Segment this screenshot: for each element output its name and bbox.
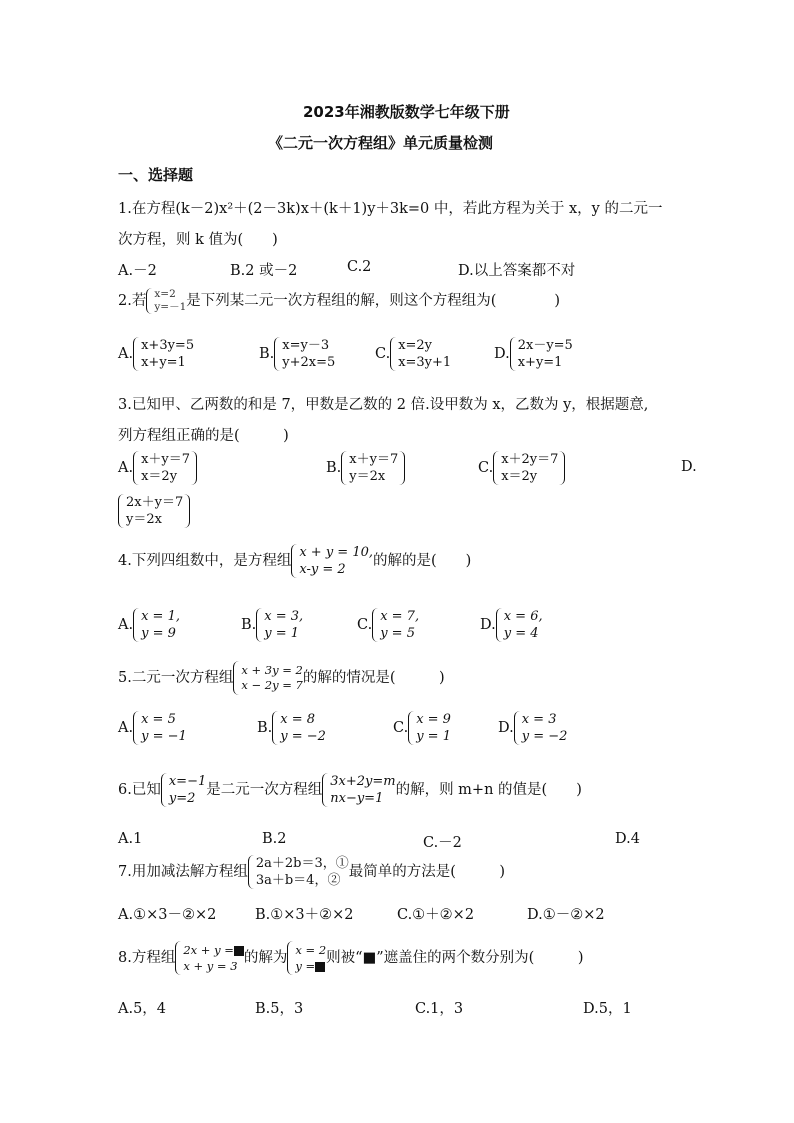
q4-option-c: C. x = 7, y = 5	[357, 609, 420, 641]
section-heading: 一、选择题	[118, 166, 194, 184]
question-8: 8.方程组 2x + y = x + y = 3 的解为 x = 2 y = 则被“■”遮盖住的两个数分别为( )	[118, 943, 584, 973]
q6-option-a: A.1	[118, 831, 143, 847]
q6-option-c: C.－2	[423, 835, 462, 851]
covered-square-icon	[234, 946, 244, 956]
q5-option-c: C. x = 9 y = 1	[393, 712, 451, 744]
question-3-text: 3.已知甲、乙两数的和是 7，甲数是乙数的 2 倍.设甲数为 x，乙数为 y，根据题意,	[118, 397, 649, 413]
question-3-text-cont: 列方程组正确的是( )	[118, 428, 289, 444]
question-1-text: 1.在方程(k－2)x²＋(2－3k)x＋(k＋1)y＋3k=0 中，若此方程为关于 x，y 的二元一	[118, 201, 663, 217]
covered-square-icon	[315, 962, 325, 972]
q5-option-a: A. x = 5 y = −1	[118, 712, 187, 744]
question-2	[118, 288, 560, 314]
q1-option-a: A.－2	[118, 263, 157, 279]
question-5: 5.二元一次方程组 x + 3y = 2 x − 2y = 7 的解的情况是( )	[118, 661, 445, 695]
q5-option-d: D. x = 3 y = −2	[498, 712, 568, 744]
q4-option-d: D. x = 6, y = 4	[480, 609, 543, 641]
q6-option-b: B.2	[262, 831, 287, 847]
q3-option-c: C. x＋2y＝7 x＝2y	[478, 451, 565, 485]
q2-option-b: B. x=y－3 y+2x=5	[259, 338, 336, 370]
question-7: 7.用加减法解方程组 2a＋2b＝3，① 3a＋b＝4，② 最简单的方法是( )	[118, 856, 506, 888]
q3-option-a: A. x＋y＝7 x＝2y	[118, 451, 197, 485]
q8-option-a: A.5，4	[118, 1001, 167, 1017]
q2-suffix: 是下列某二元一次方程组的解，则这个方程组为( )	[186, 293, 561, 309]
question-6: 6.已知 x=−1 y=2 是二元一次方程组 3x+2y=m nx−y=1 的解，则 m+n 的值是( )	[118, 774, 582, 806]
q3-option-d-system: 2x＋y＝7 y＝2x	[118, 494, 190, 528]
question-4: 4.下列四组数中，是方程组 x + y = 10, x-y = 2 的解的是( )	[118, 545, 472, 577]
doc-title: 2023年湘教版数学七年级下册	[303, 103, 510, 121]
q5-option-b: B. x = 8 y = −2	[257, 712, 326, 744]
q2-prefix: 2.若	[118, 293, 147, 309]
q2-option-a: A. x+3y=5 x+y=1	[118, 338, 195, 370]
question-1-text-cont: 次方程，则 k 值为( )	[118, 232, 278, 248]
q2-sol-x: x=2	[154, 288, 176, 300]
q6-option-d: D.4	[615, 831, 640, 847]
q1-option-b: B.2 或－2	[230, 263, 298, 279]
q4-option-a: A. x = 1, y = 9	[118, 609, 180, 641]
q3-option-d-label: D.	[681, 459, 697, 475]
q1-option-d: D.以上答案都不对	[458, 263, 576, 279]
q4-option-b: B. x = 3, y = 1	[241, 609, 304, 641]
q2-option-c: C. x=2y x=3y+1	[375, 338, 452, 370]
q2-sol-y: y=－1	[154, 301, 187, 313]
q2-option-d: D. 2x－y=5 x+y=1	[494, 338, 573, 370]
q7-option-d: D.①－②×2	[527, 907, 605, 923]
doc-subtitle: 《二元一次方程组》单元质量检测	[268, 134, 494, 152]
q7-option-a: A.①×3－②×2	[118, 907, 217, 923]
q7-option-c: C.①＋②×2	[397, 907, 475, 923]
q3-option-b: B. x＋y＝7 y＝2x	[326, 451, 405, 485]
q8-option-d: D.5，1	[583, 1001, 632, 1017]
q8-option-b: B.5，3	[255, 1001, 304, 1017]
q8-option-c: C.1，3	[415, 1001, 464, 1017]
q2-solution-system	[146, 288, 186, 314]
q7-option-b: B.①×3＋②×2	[255, 907, 354, 923]
q1-option-c: C.2	[347, 259, 372, 275]
